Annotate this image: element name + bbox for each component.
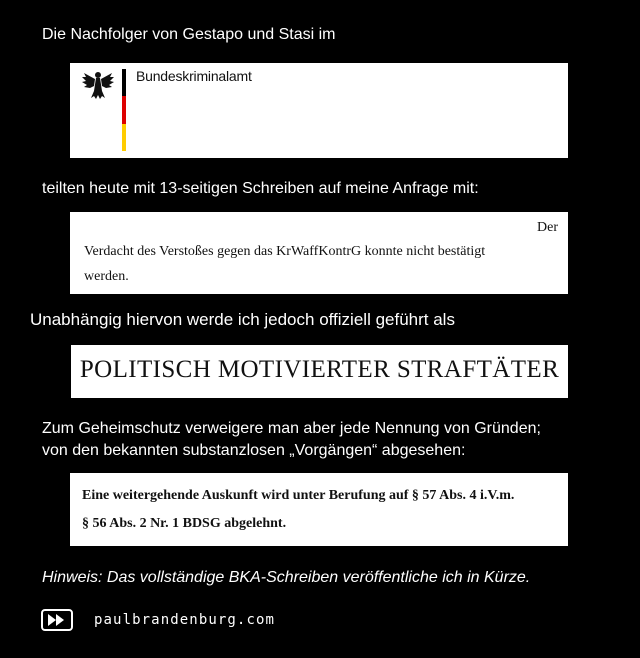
bka-name: Bundeskriminalamt <box>136 68 252 84</box>
caption-note: Hinweis: Das vollständige BKA-Schreiben veröffentliche ich in Kürze. <box>42 569 531 586</box>
fast-forward-icon <box>41 609 73 631</box>
website-link[interactable]: paulbrandenburg.com <box>94 612 276 628</box>
german-flag-stripe <box>122 69 126 151</box>
classification-title-panel <box>71 345 568 398</box>
caption-secrecy-line1: Zum Geheimschutz verweigere man aber jede Nennung von Gründen; <box>42 420 541 437</box>
excerpt-word-der: Der <box>537 220 558 235</box>
caption-secrecy-line2: von den bekannten substanzlosen „Vorgängen“ abgesehen: <box>42 442 466 459</box>
flag-black <box>122 69 126 96</box>
letter-excerpt-refusal <box>70 473 568 546</box>
letter-excerpt-suspicion <box>70 212 568 294</box>
flag-red <box>122 96 126 123</box>
federal-eagle-icon <box>81 69 115 101</box>
excerpt-line: § 56 Abs. 2 Nr. 1 BDSG abgelehnt. <box>82 516 287 531</box>
caption-independent: Unabhängig hiervon werde ich jedoch offiziell geführt als <box>30 310 455 329</box>
flag-gold <box>122 124 126 151</box>
excerpt-line: Eine weitergehende Auskunft wird unter Berufung auf § 57 Abs. 4 i.V.m. <box>82 488 515 503</box>
caption-intro: Die Nachfolger von Gestapo und Stasi im <box>42 26 336 43</box>
classification-title: POLITISCH MOTIVIERTER STRAFTÄTER <box>79 356 560 383</box>
excerpt-line: werden. <box>84 269 129 284</box>
bka-letterhead-image <box>70 63 568 158</box>
caption-after-header: teilten heute mit 13-seitigen Schreiben auf meine Anfrage mit: <box>42 180 479 197</box>
excerpt-line: Verdacht des Verstoßes gegen das KrWaffKontrG konnte nicht bestätigt <box>84 244 486 259</box>
